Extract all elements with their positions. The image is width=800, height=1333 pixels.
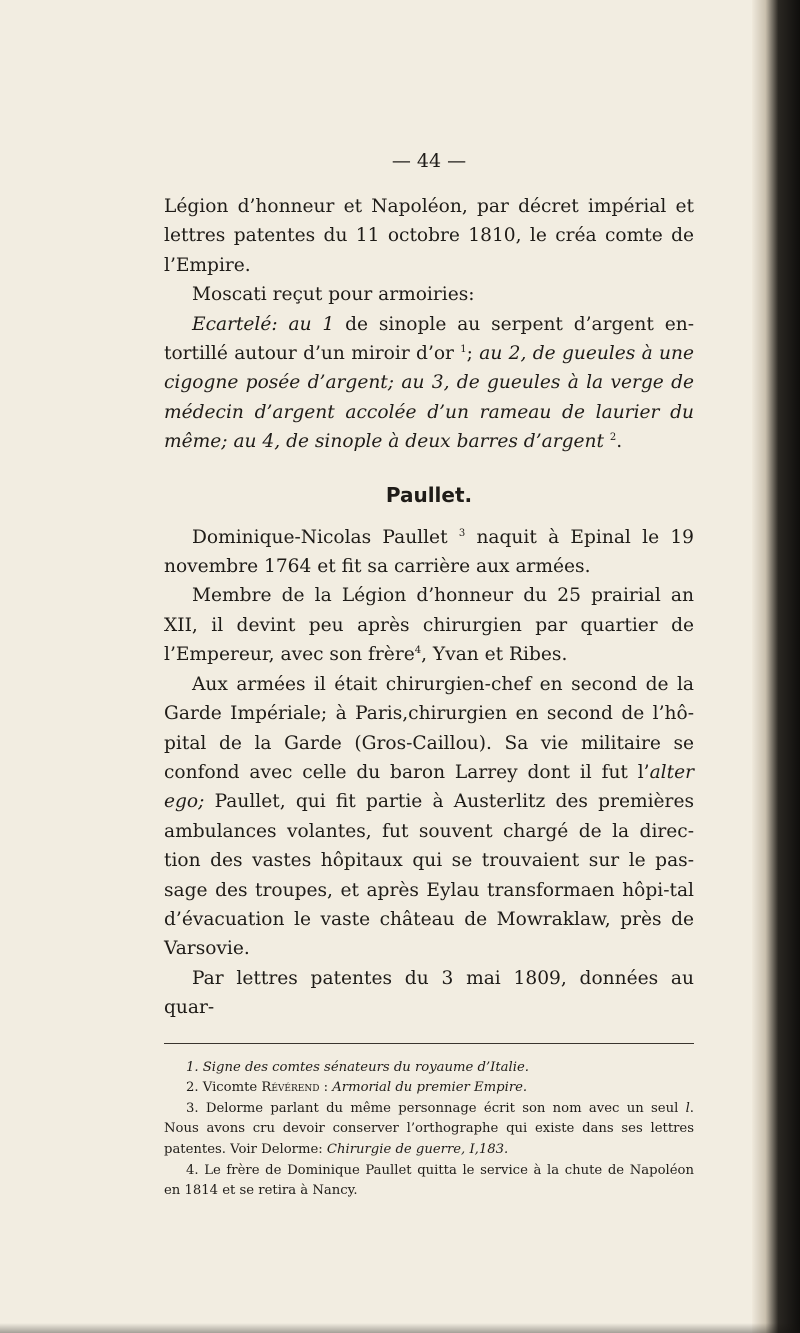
footnote-1 <box>164 1058 694 1079</box>
paragraph-6 <box>164 670 694 964</box>
footnote-1-text: 1. Signe des comtes sénateurs du royaume d’Italie. <box>186 1059 529 1075</box>
paragraph-7: Par lettres patentes du 3 mai 1809, données au quar- <box>164 967 694 1019</box>
footnote-4: 4. Le frère de Dominique Paullet quitta le service à la chute de Napoléon en 1814 et se retira à Nancy. <box>164 1162 694 1199</box>
footnote-2-sep: : <box>319 1080 333 1096</box>
paragraph-armorial <box>164 310 694 457</box>
paragraph-2: Moscati reçut pour armoiries: <box>192 284 475 306</box>
footnote-3-letter: l <box>685 1100 690 1116</box>
footnote-ref-1: 1 <box>460 343 467 355</box>
footnote-ref-4: 4 <box>414 645 422 657</box>
para5-b: , Yvan et Ribes. <box>421 644 568 666</box>
footnote-ref-2: 2 <box>609 432 617 444</box>
para6-b: Paullet, qui fit partie à Austerlitz des premières ambulances volantes, fut souvent chargé de la direc-tion des vastes hôpitaux qui se trouvaient sur le pas-sage des troupes, et après Eylau transformaen hôpi-tal d’évacuation le vaste château de Mowraklaw, près de Varsovie. <box>164 791 694 960</box>
page-bottom-shadow <box>0 1323 800 1333</box>
armorial-text-1: de sinople au serpent d’argent en-tortillé autour d’un miroir d’or <box>164 313 694 365</box>
page-edge-shadow <box>752 0 800 1333</box>
footnotes <box>164 1058 694 1202</box>
paragraph-1: Légion d’honneur et Napoléon, par décret impérial et lettres patentes du 11 octobre 1810, le créa comte de l’Empire. <box>164 196 694 276</box>
footnote-divider <box>164 1043 694 1044</box>
footnote-2-lead: 2. Vicomte <box>186 1080 262 1096</box>
paragraph-5 <box>164 581 694 669</box>
armorial-num: 1 <box>322 313 335 335</box>
page-number: — 44 — <box>391 150 467 172</box>
footnote-3-body: . Nous avons cru devoir conserver l’orthographe qui existe dans ses lettres patentes. Voir Delorme: <box>164 1100 694 1157</box>
footnote-3 <box>164 1099 694 1161</box>
para6-a: Aux armées il était chirurgien-chef en second de la Garde Impériale; à Paris,chirurgien en second de l’hô-pital de la Garde (Gros-Caillou). Sa vie militaire se confond avec celle du baron Larrey dont il fut l’ <box>164 673 694 783</box>
footnote-ref-3: 3 <box>458 527 466 539</box>
paragraph-4 <box>164 523 694 582</box>
armorial-text-2: au 2, de gueules à une cigogne posée d’argent; au 3, de gueules à la verge de médecin d’argent accolée d’un rameau de laurier du même; au 4, de sinople à deux barres d’argent <box>164 343 694 453</box>
footnote-2-name: Révérend <box>261 1080 320 1096</box>
para5-a: Membre de la Légion d’honneur du 25 prairial an XII, il devint peu après chirurgien par quartier de l’Empereur, avec son frère <box>164 585 694 666</box>
para4-a: Dominique-Nicolas Paullet <box>192 526 459 548</box>
armorial-lead: Ecartelé: au <box>192 313 323 335</box>
section-title: Paullet. <box>385 482 473 507</box>
alter-ego: alter ego; <box>164 761 694 813</box>
footnote-3-lead: 3. Delorme parlant du même personnage écrit son nom avec un seul <box>186 1100 686 1116</box>
footnote-2-title: Armorial du premier Empire. <box>332 1080 528 1096</box>
main-text <box>164 192 694 1023</box>
footnote-2 <box>164 1078 694 1099</box>
armorial-end: . <box>616 431 623 453</box>
footnote-3-title: Chirurgie de guerre, I,183. <box>326 1141 509 1157</box>
para4-b: naquit à Epinal le 19 novembre 1764 et fit sa carrière aux armées. <box>164 526 694 578</box>
page-text-block <box>164 150 694 1202</box>
armorial-sep: ; <box>466 343 480 365</box>
